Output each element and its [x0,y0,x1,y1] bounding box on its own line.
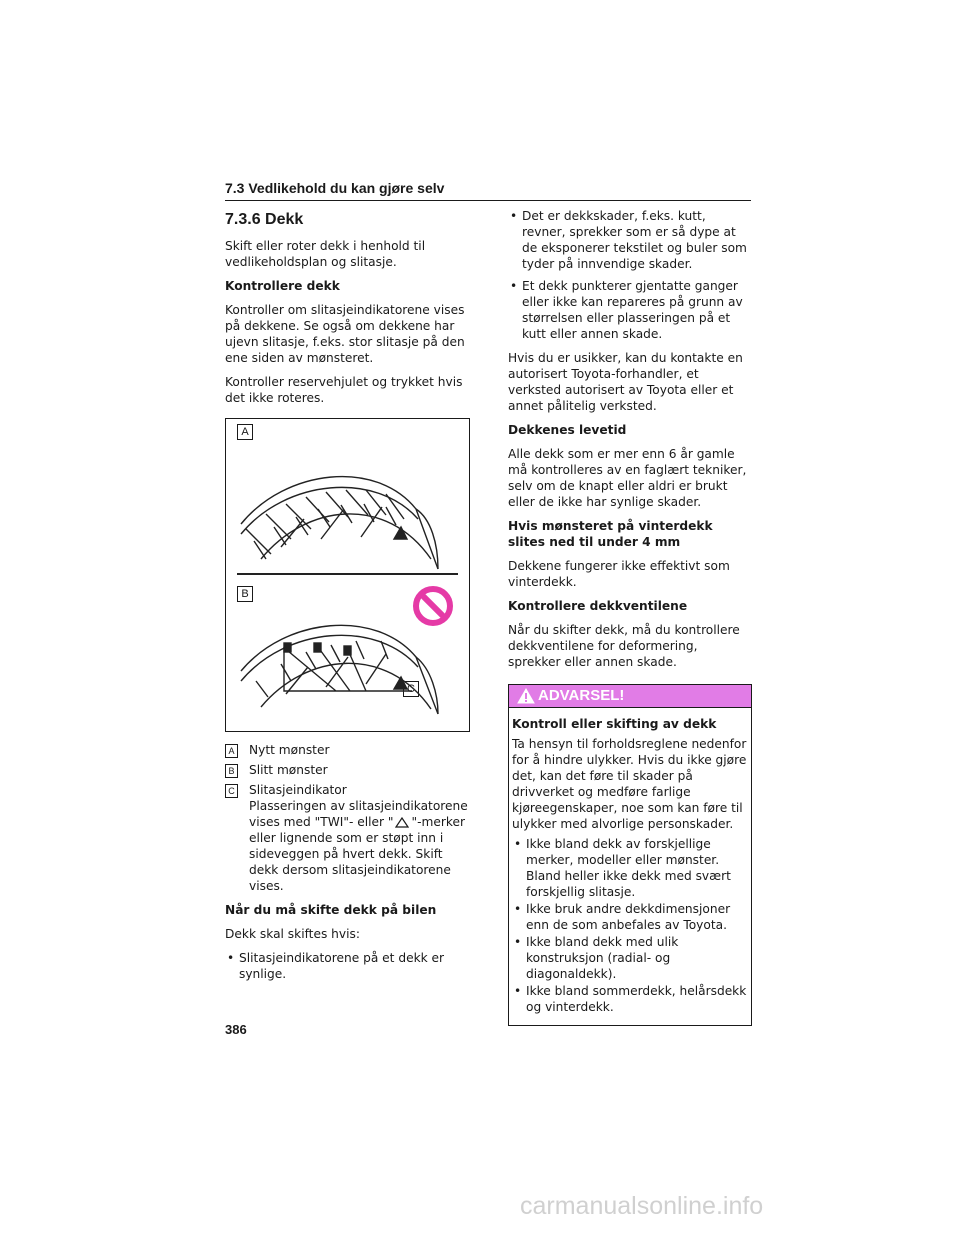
legend-key-a: A [225,744,238,758]
list-item: • Slitasjeindikatorene på et dekk er synlige. [225,950,475,982]
warning-title: ADVARSEL! [538,687,625,704]
winter-heading: Hvis mønsteret på vinterdekk slites ned til under 4 mm [508,519,713,549]
triangle-marker-icon [395,817,409,828]
right-column [508,208,752,1026]
replace-list-right [508,208,752,342]
spare-text: Kontroller reservehjulet og trykket hvis det ikke roteres. [225,375,463,405]
watermark: carmanualsonline.info [520,1192,764,1220]
check-text: Kontroller om slitasjeindikatorene vises på dekkene. Se også om dekkene har ujevn slitasje, f.eks. stor slitasje på den ene siden av mønsteret. [225,303,465,365]
legend-key-b: B [225,764,238,778]
life-text: Alle dekk som er mer enn 6 år gamle må kontrolleres av en faglært tekniker, selv om de knapt eller aldri er brukt eller de ikke har synlige skader. [508,447,747,509]
figure-label-a: A [237,424,253,440]
list-item: • Ikke bland dekk av forskjellige merker, modeller eller mønster. Bland heller ikke dekk med svært forskjellig slitasje. [512,836,748,900]
figure-label-b: B [237,586,253,602]
list-item: • Det er dekkskader, f.eks. kutt, revner, sprekker som er så dype at de eksponerer tekstilet og buler som tyder på innvendige skader. [508,208,752,272]
life-heading: Dekkenes levetid [508,423,627,437]
list-item: • Ikke bruk andre dekkdimensjoner enn de som anbefales av Toyota. [512,901,748,933]
list-item: • Ikke bland sommerdekk, helårsdekk og vinterdekk. [512,983,748,1015]
prohibition-sign-icon [416,589,450,623]
intro-text: Skift eller roter dekk i henhold til vedlikeholdsplan og slitasje. [225,239,426,269]
warning-body [509,708,751,1025]
legend-text-b: Slitt mønster [249,763,328,777]
valve-text: Når du skifter dekk, må du kontrollere dekkventilene for deformering, sprekker eller annen skade. [508,623,740,669]
list-item: • Ikke bland dekk med ulik konstruksjon (radial- og diagonaldekk). [512,934,748,982]
section-header: 7.3 Vedlikehold du kan gjøre selv [225,180,751,201]
replace-intro: Dekk skal skiftes hvis: [225,927,360,941]
legend-text-a: Nytt mønster [249,743,330,757]
winter-text: Dekkene fungerer ikke effektivt som vinterdekk. [508,559,730,589]
check-heading: Kontrollere dekk [225,279,340,293]
legend-key-c: C [225,784,238,798]
legend-text-c: Slitasjeindikator [249,783,347,797]
warning-header [509,685,751,708]
tire-illustration [226,419,469,731]
valve-heading: Kontrollere dekkventilene [508,599,688,613]
replace-list-left [225,950,475,982]
warning-list [512,836,748,1015]
replace-heading: Når du må skifte dekk på bilen [225,903,437,917]
warning-box [508,684,752,1026]
legend-item-a [225,742,475,758]
warning-text: Ta hensyn til forholdsreglene nedenfor for å hindre ulykker. Hvis du ikke gjøre det, kan det føre til skader på drivverket og medføre farlige kjøreegenskaper, noe som kan føre til ulykker med alvorlige personskader. [512,737,747,831]
left-column [225,208,475,990]
page-title: 7.3.6 Dekk [225,211,304,228]
legend-item-c [225,782,475,894]
legend-item-b [225,762,475,778]
figure-label-c: C [403,681,419,697]
worn-tread-tire [241,625,438,714]
unsure-text: Hvis du er usikker, kan du kontakte en autorisert Toyota-forhandler, et verksted autorisert av Toyota eller et annet pålitelig verksted. [508,351,743,413]
page-number: 386 [225,1022,247,1037]
warning-heading: Kontroll eller skifting av dekk [512,717,717,731]
new-tread-tire [241,477,438,569]
list-item: • Et dekk punkterer gjentatte ganger eller ikke kan repareres på grunn av størrelsen eller plasseringen på et kutt eller annen skade. [508,278,752,342]
tire-tread-figure [225,418,470,732]
legend-detail-c: Plasseringen av slitasjeindikatorene vises med "TWI"- eller " "-merker eller lignende som er støpt inn i sideveggen på hvert dekk. Skift dekk dersom slitasjeindikatorene vises. [249,799,468,893]
warning-icon [517,688,535,704]
